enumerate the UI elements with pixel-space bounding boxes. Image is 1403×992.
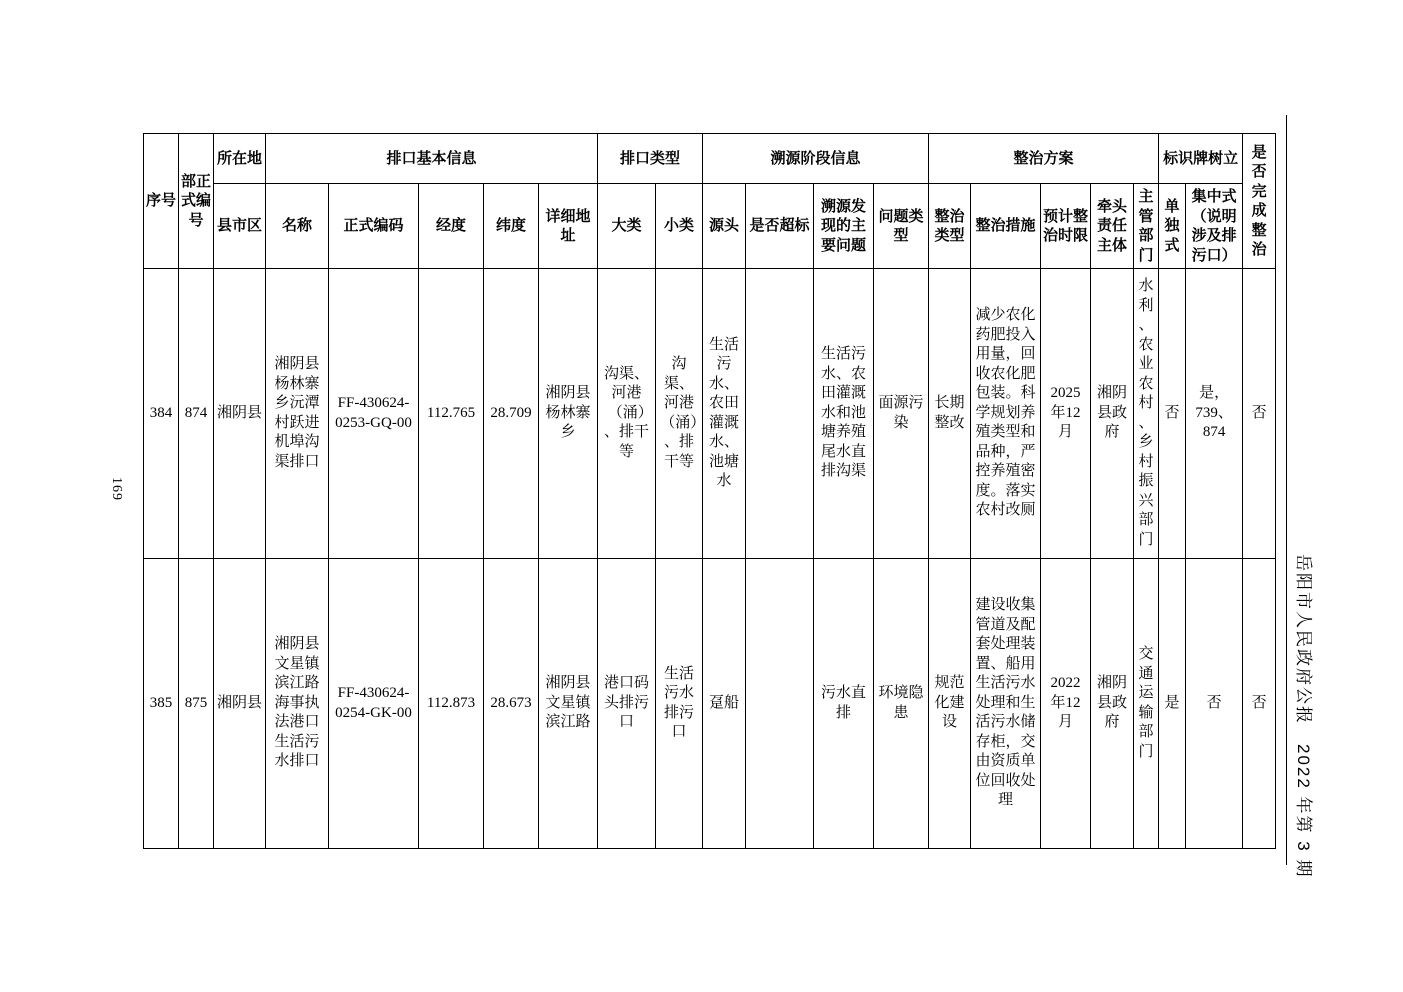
group-header-location: 所在地	[214, 134, 266, 184]
cell-deadline: 2025年12月	[1041, 269, 1091, 559]
cell-lead-body: 湘阴县政府	[1091, 269, 1134, 559]
cell-minor-class: 沟渠、河港（涌）、排干等	[656, 269, 703, 559]
col-header-dept: 主管部门	[1134, 184, 1159, 269]
header-row-columns	[144, 184, 1276, 269]
cell-address: 湘阴县杨林寨乡	[539, 269, 598, 559]
page-number: 169	[109, 477, 124, 501]
col-header-major-class: 大类	[598, 184, 656, 269]
cell-major-class: 港口码头排污口	[598, 559, 656, 849]
cell-address: 湘阴县文星镇滨江路	[539, 559, 598, 849]
col-header-lead-body: 牵头责任主体	[1091, 184, 1134, 269]
col-header-address: 详细地址	[539, 184, 598, 269]
cell-seq: 384	[144, 269, 179, 559]
cell-lead-body: 湘阴县政府	[1091, 559, 1134, 849]
cell-source: 生活污水、农田灌溉水、池塘水	[703, 269, 746, 559]
group-header-outlet-type: 排口类型	[598, 134, 703, 184]
cell-standalone: 是	[1159, 559, 1186, 849]
cell-problem-type: 面源污染	[874, 269, 929, 559]
col-header-latitude: 纬度	[484, 184, 539, 269]
cell-minor-class: 生活污水排污口	[656, 559, 703, 849]
col-header-county: 县市区	[214, 184, 266, 269]
cell-longitude: 112.765	[419, 269, 484, 559]
cell-name: 湘阴县文星镇滨江路海事执法港口生活污水排口	[266, 559, 329, 849]
cell-centralized: 是，739、874	[1186, 269, 1243, 559]
cell-county: 湘阴县	[214, 559, 266, 849]
col-header-completed: 是否完成整治	[1243, 134, 1276, 269]
cell-centralized: 否	[1186, 559, 1243, 849]
col-header-centralized: 集中式（说明涉及排污口）	[1186, 184, 1243, 269]
cell-rectify-type: 长期整改	[929, 269, 971, 559]
col-header-ministry-code: 部正式编号	[179, 134, 214, 269]
cell-official-code: FF-430624-0254-GK-00	[329, 559, 419, 849]
cell-latitude: 28.673	[484, 559, 539, 849]
cell-problem-type: 环境隐患	[874, 559, 929, 849]
group-header-rectification-plan: 整治方案	[929, 134, 1159, 184]
col-header-problem-type: 问题类型	[874, 184, 929, 269]
outlet-rectification-table	[143, 133, 1276, 849]
cell-longitude: 112.873	[419, 559, 484, 849]
cell-exceed	[746, 269, 814, 559]
cell-completed: 否	[1243, 559, 1276, 849]
cell-latitude: 28.709	[484, 269, 539, 559]
cell-completed: 否	[1243, 269, 1276, 559]
col-header-main-problem: 溯源发现的主要问题	[814, 184, 874, 269]
group-header-trace-stage: 溯源阶段信息	[703, 134, 929, 184]
col-header-longitude: 经度	[419, 184, 484, 269]
cell-name: 湘阴县杨林寨乡沅潭村跃进机埠沟渠排口	[266, 269, 329, 559]
cell-ministry-code: 874	[179, 269, 214, 559]
col-header-rectify-type: 整治类型	[929, 184, 971, 269]
cell-rectify-type: 规范化建设	[929, 559, 971, 849]
col-header-standalone: 单独式	[1159, 184, 1186, 269]
cell-standalone: 否	[1159, 269, 1186, 559]
cell-measures: 建设收集管道及配套处理装置、船用生活污水处理和生活污水储存柜，交由资质单位回收处理	[971, 559, 1041, 849]
col-header-minor-class: 小类	[656, 184, 703, 269]
header-row-groups	[144, 134, 1276, 184]
cell-main-problem: 污水直排	[814, 559, 874, 849]
col-header-official-code: 正式编码	[329, 184, 419, 269]
cell-source: 趸船	[703, 559, 746, 849]
cell-major-class: 沟渠、河港（涌）、排干等	[598, 269, 656, 559]
cell-measures: 减少农化药肥投入用量，回收农化肥包装。科学规划养殖类型和品种，严控养殖密度。落实农村改厕	[971, 269, 1041, 559]
col-header-exceed: 是否超标	[746, 184, 814, 269]
cell-dept: 水利、农业农村、乡村振兴部门	[1134, 269, 1159, 559]
cell-official-code: FF-430624-0253-GQ-00	[329, 269, 419, 559]
side-rule	[1286, 115, 1287, 865]
col-header-seq: 序号	[144, 134, 179, 269]
col-header-measures: 整治措施	[971, 184, 1041, 269]
cell-county: 湘阴县	[214, 269, 266, 559]
cell-ministry-code: 875	[179, 559, 214, 849]
table-row	[144, 559, 1276, 849]
cell-deadline: 2022年12月	[1041, 559, 1091, 849]
cell-exceed	[746, 559, 814, 849]
col-header-source: 源头	[703, 184, 746, 269]
group-header-basic-info: 排口基本信息	[266, 134, 598, 184]
cell-seq: 385	[144, 559, 179, 849]
col-header-deadline: 预计整治时限	[1041, 184, 1091, 269]
gazette-title: 岳阳市人民政府公报 2022 年第 3 期	[1294, 554, 1313, 879]
cell-dept: 交通运输部门	[1134, 559, 1159, 849]
table-row	[144, 269, 1276, 559]
cell-main-problem: 生活污水、农田灌溉水和池塘养殖尾水直排沟渠	[814, 269, 874, 559]
col-header-name: 名称	[266, 184, 329, 269]
group-header-sign-setup: 标识牌树立	[1159, 134, 1243, 184]
